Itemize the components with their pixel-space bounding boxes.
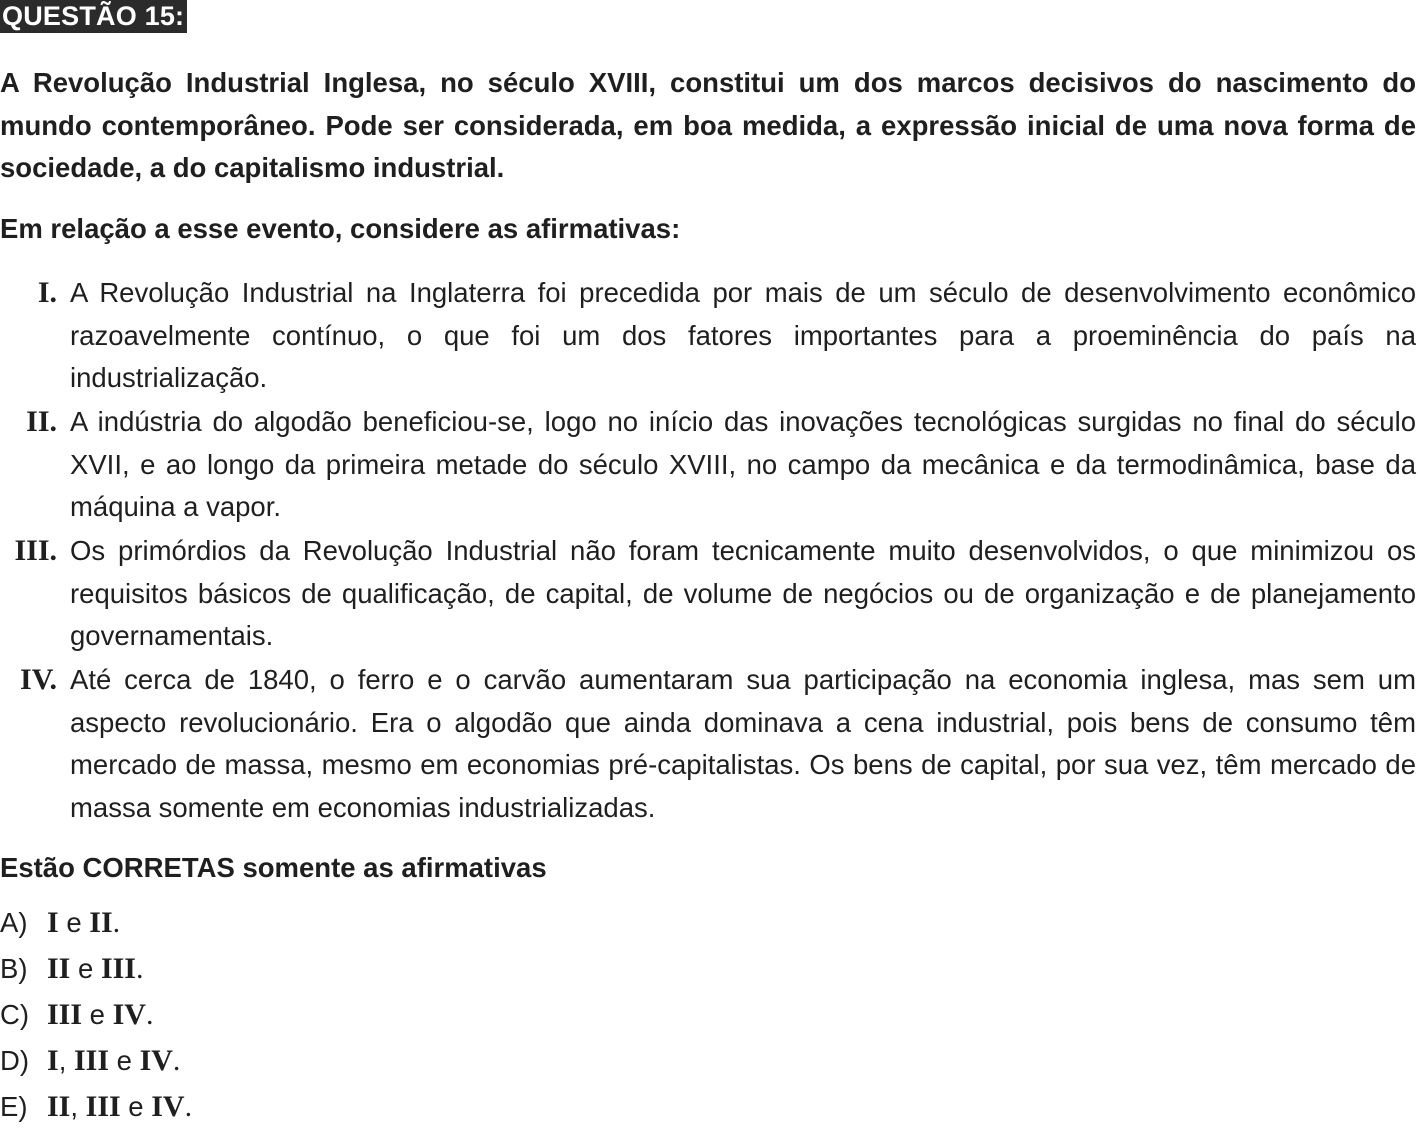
option-comma: , xyxy=(58,1045,74,1076)
answer-option-b[interactable] xyxy=(0,948,143,990)
answer-option-e[interactable] xyxy=(0,1086,192,1128)
statement-numeral: II. xyxy=(26,405,57,438)
option-numeral: II xyxy=(47,952,71,985)
option-conjunction: e xyxy=(109,1045,140,1076)
option-letter: D) xyxy=(0,1045,30,1076)
option-numeral: III xyxy=(47,998,83,1031)
statement-text: Os primórdios da Revolução Industrial não foram tecnicamente muito desenvolvidos, o que minimizou os requisitos básicos de qualificação, de capital, de volume de negócios ou de organização e de planejamento governamentais. xyxy=(70,535,1416,651)
statement-numeral: III. xyxy=(14,534,57,567)
option-numeral: II xyxy=(47,1090,71,1123)
option-letter: B) xyxy=(0,953,28,984)
option-conjunction: e xyxy=(70,953,101,984)
option-period: . xyxy=(172,1044,181,1077)
statement-numeral: IV. xyxy=(20,663,57,696)
statement-text: Até cerca de 1840, o ferro e o carvão aumentaram sua participação na economia inglesa, mas sem um aspecto revolucionário. Era o algodão que ainda dominava a cena industrial, pois bens de consumo têm mercado de massa, mesmo em economias pré-capitalistas. Os bens de capital, por sua vez, têm mercado de massa somente em economias industrializadas. xyxy=(70,664,1416,823)
question-number-badge: QUESTÃO 15: xyxy=(0,0,187,33)
answer-option-a[interactable] xyxy=(0,902,120,944)
question-stem: Estão CORRETAS somente as afirmativas xyxy=(0,852,547,883)
option-letter: A) xyxy=(0,907,28,938)
option-numeral: I xyxy=(47,1044,59,1077)
option-numeral: IV xyxy=(112,998,146,1031)
option-conjunction: e xyxy=(120,1091,152,1122)
option-numeral: I xyxy=(47,906,59,939)
option-numeral: II xyxy=(89,906,113,939)
option-period: . xyxy=(184,1090,193,1123)
option-period: . xyxy=(135,952,144,985)
option-comma: , xyxy=(70,1091,86,1122)
option-letter: E) xyxy=(0,1091,28,1122)
answer-option-c[interactable] xyxy=(0,994,153,1036)
statement-text: A indústria do algodão beneficiou-se, logo no início das inovações tecnológicas surgidas no final do século XVII, e ao longo da primeira metade do século XVIII, no campo da mecânica e da termodinâmica, base da máquina a vapor. xyxy=(70,406,1416,522)
option-period: . xyxy=(112,906,121,939)
intro-paragraph: A Revolução Industrial Inglesa, no século XVIII, constitui um dos marcos decisivos do nascimento do mundo contemporâneo. Pode ser considerada, em boa medida, a expressão inicial de uma nova forma de sociedade, a do capitalismo industrial. xyxy=(0,67,1416,183)
statement-text: A Revolução Industrial na Inglaterra foi precedida por mais de um século de desenvolvimento econômico razoavelmente contínuo, o que foi um dos fatores importantes para a proeminência do país na industrialização. xyxy=(70,277,1416,393)
option-numeral: IV xyxy=(139,1044,173,1077)
option-conjunction: e xyxy=(82,999,113,1030)
option-numeral: III xyxy=(85,1090,121,1123)
option-conjunction: e xyxy=(58,907,90,938)
statements-prompt: Em relação a esse evento, considere as afirmativas: xyxy=(0,213,681,244)
answer-option-d[interactable] xyxy=(0,1040,180,1082)
option-letter: C) xyxy=(0,999,30,1030)
option-numeral: III xyxy=(100,952,136,985)
statement-numeral: I. xyxy=(37,276,57,309)
option-numeral: III xyxy=(73,1044,109,1077)
option-numeral: IV xyxy=(151,1090,185,1123)
option-period: . xyxy=(145,998,154,1031)
